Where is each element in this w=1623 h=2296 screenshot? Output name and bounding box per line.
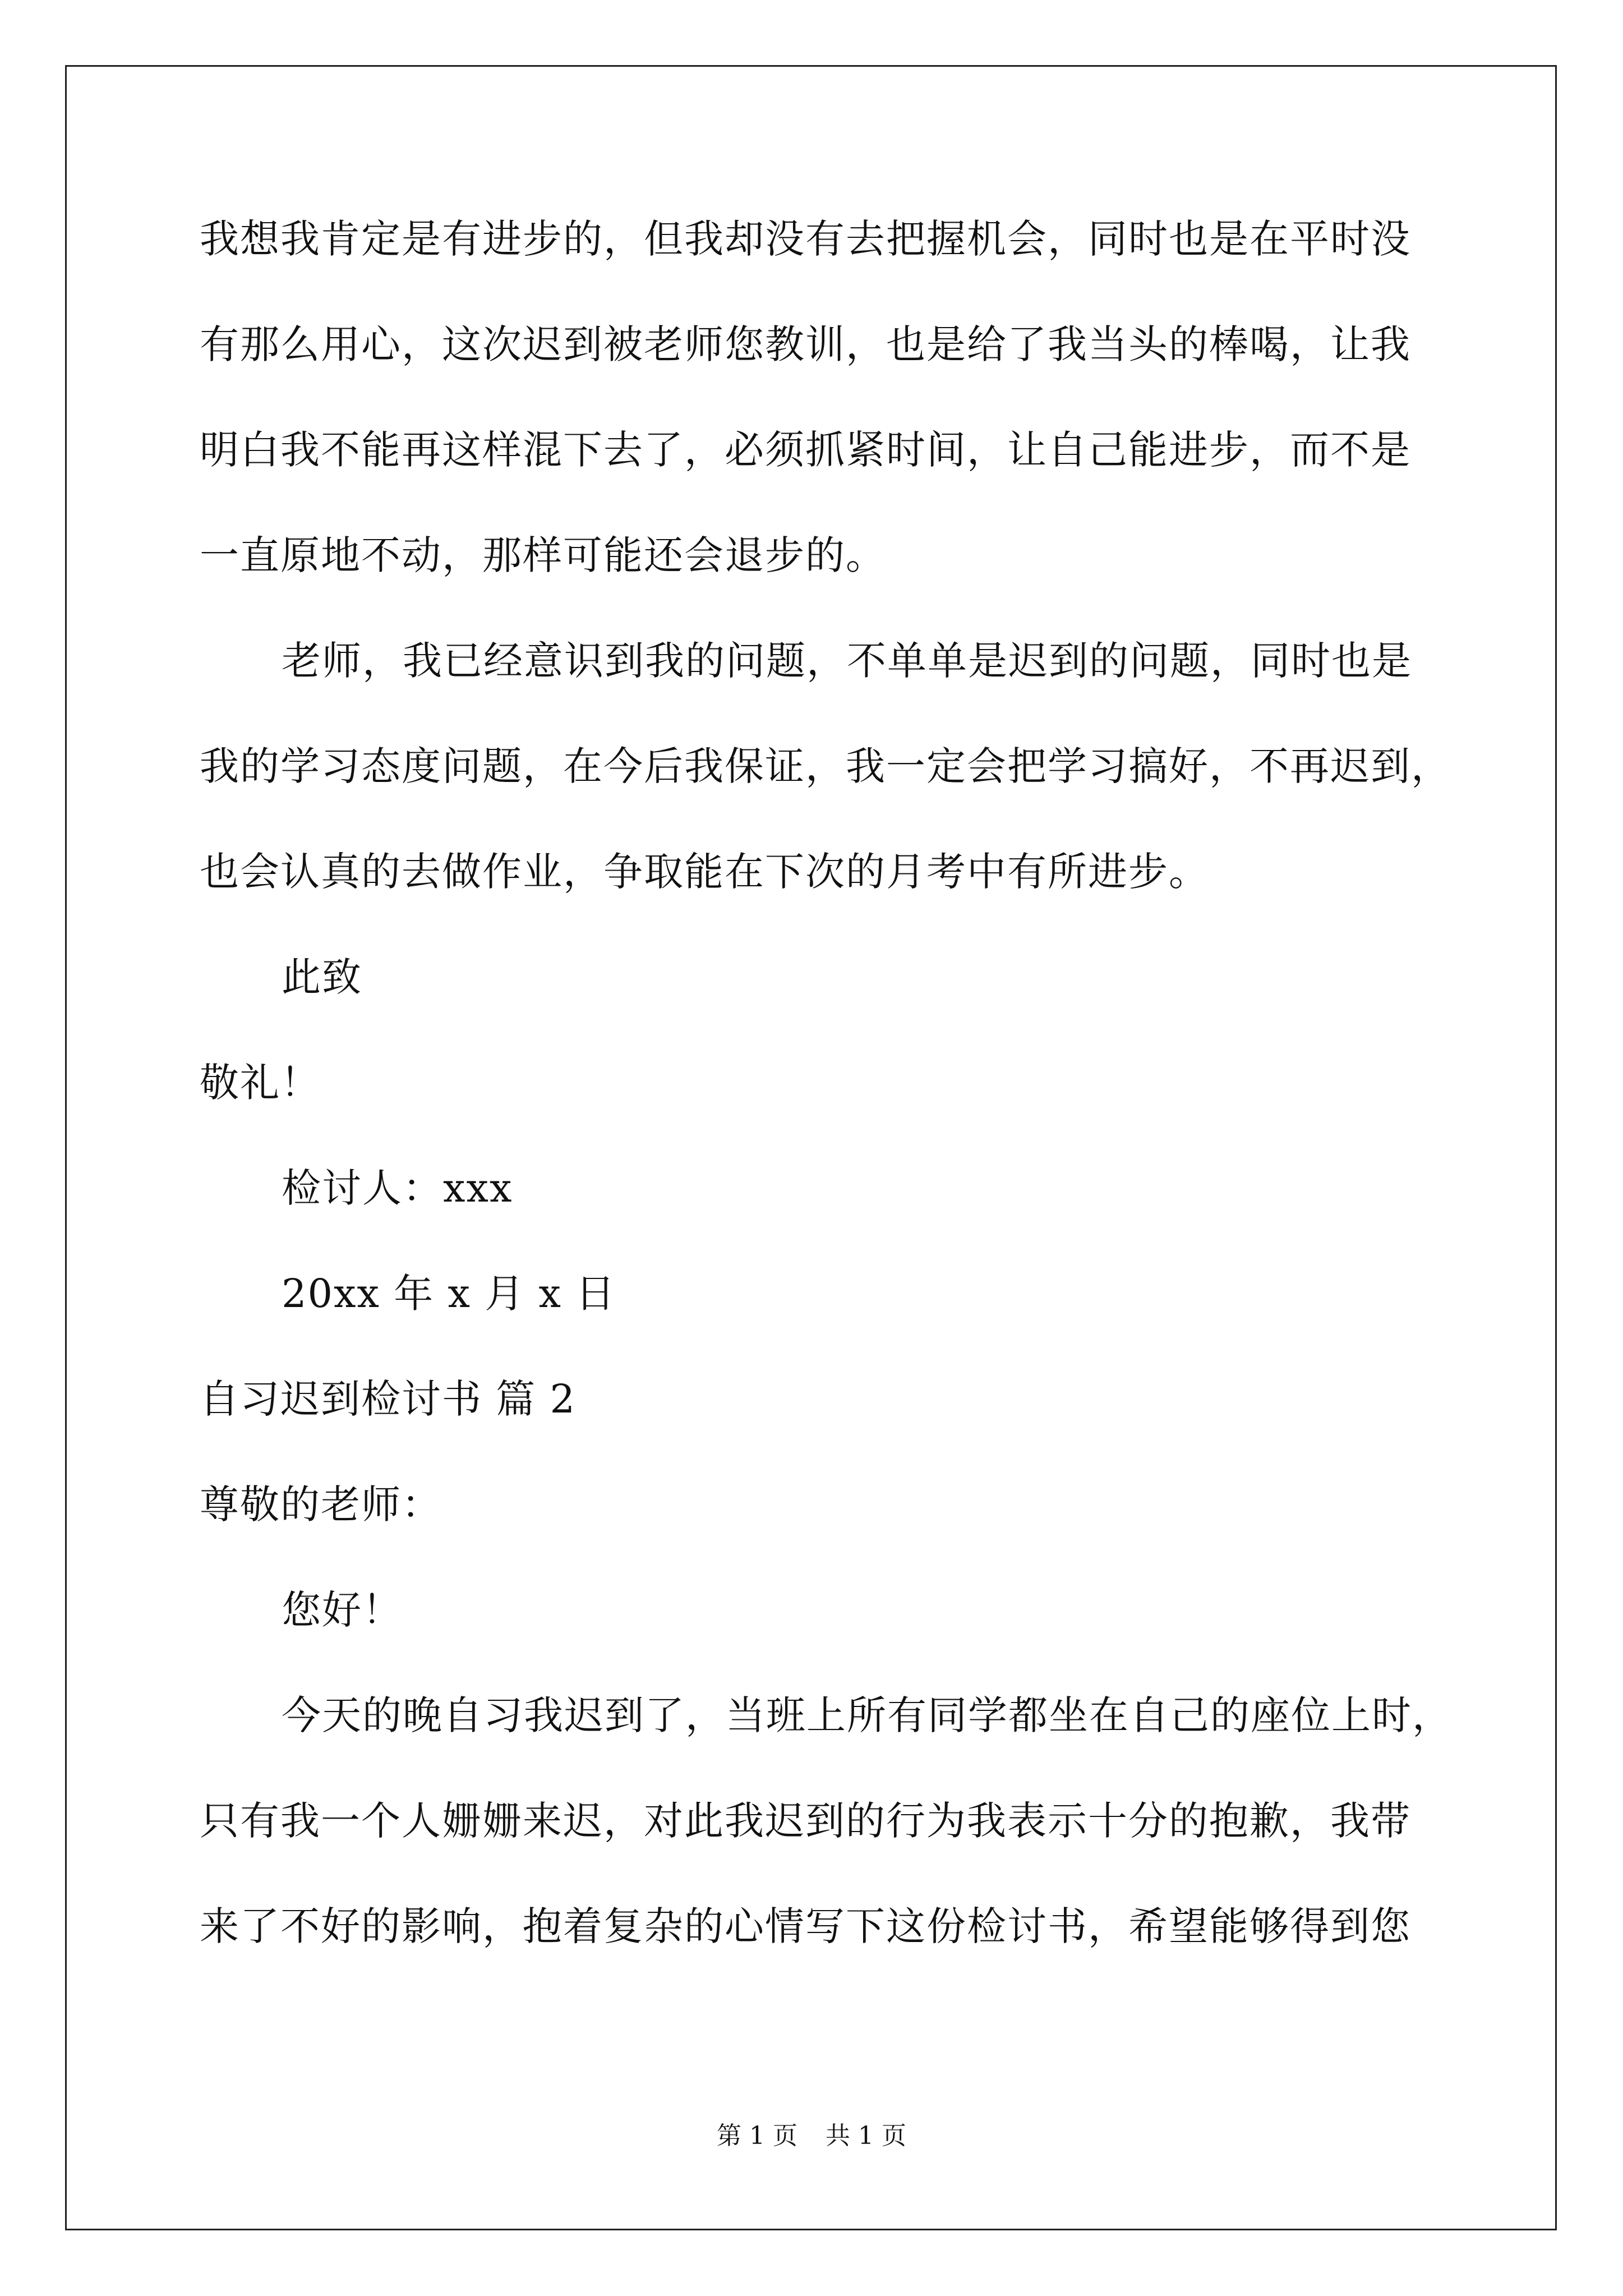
paragraph-line: 我想我肯定是有进步的，但我却没有去把握机会，同时也是在平时没 — [200, 216, 1411, 262]
signature-line: 检讨人：xxx — [282, 1165, 513, 1211]
closing-regards: 敬礼！ — [200, 1060, 321, 1106]
paragraph-line: 明白我不能再这样混下去了，必须抓紧时间，让自己能进步，而不是 — [200, 427, 1411, 473]
paragraph-line: 我的学习态度问题，在今后我保证，我一定会把学习搞好，不再迟到， — [200, 743, 1451, 789]
paragraph-line: 只有我一个人姗姗来迟，对此我迟到的行为我表示十分的抱歉，我带 — [200, 1798, 1411, 1844]
page-footer — [0, 2120, 1623, 2152]
date-line: 20xx 年 x 月 x 日 — [282, 1271, 616, 1317]
paragraph-line: 也会认真的去做作业，争取能在下次的月考中有所进步。 — [200, 849, 1209, 895]
greeting: 您好！ — [282, 1587, 403, 1633]
closing-salutation: 此致 — [282, 954, 362, 1000]
page-total: 共 1 页 — [826, 2122, 906, 2150]
section-title: 自习迟到检讨书 篇 2 — [200, 1376, 577, 1422]
paragraph-line: 一直原地不动，那样可能还会退步的。 — [200, 532, 886, 578]
paragraph-line: 有那么用心，这次迟到被老师您教训，也是给了我当头的棒喝，让我 — [200, 321, 1411, 367]
greeting-recipient: 尊敬的老师： — [200, 1481, 442, 1527]
page-number: 第 1 页 — [717, 2122, 797, 2150]
document-body — [200, 213, 1461, 2006]
paragraph-line: 来了不好的影响，抱着复杂的心情写下这份检讨书，希望能够得到您 — [200, 1903, 1411, 1949]
paragraph-line: 老师，我已经意识到我的问题，不单单是迟到的问题，同时也是 — [282, 638, 1412, 684]
paragraph-line: 今天的晚自习我迟到了，当班上所有同学都坐在自己的座位上时， — [282, 1692, 1453, 1738]
